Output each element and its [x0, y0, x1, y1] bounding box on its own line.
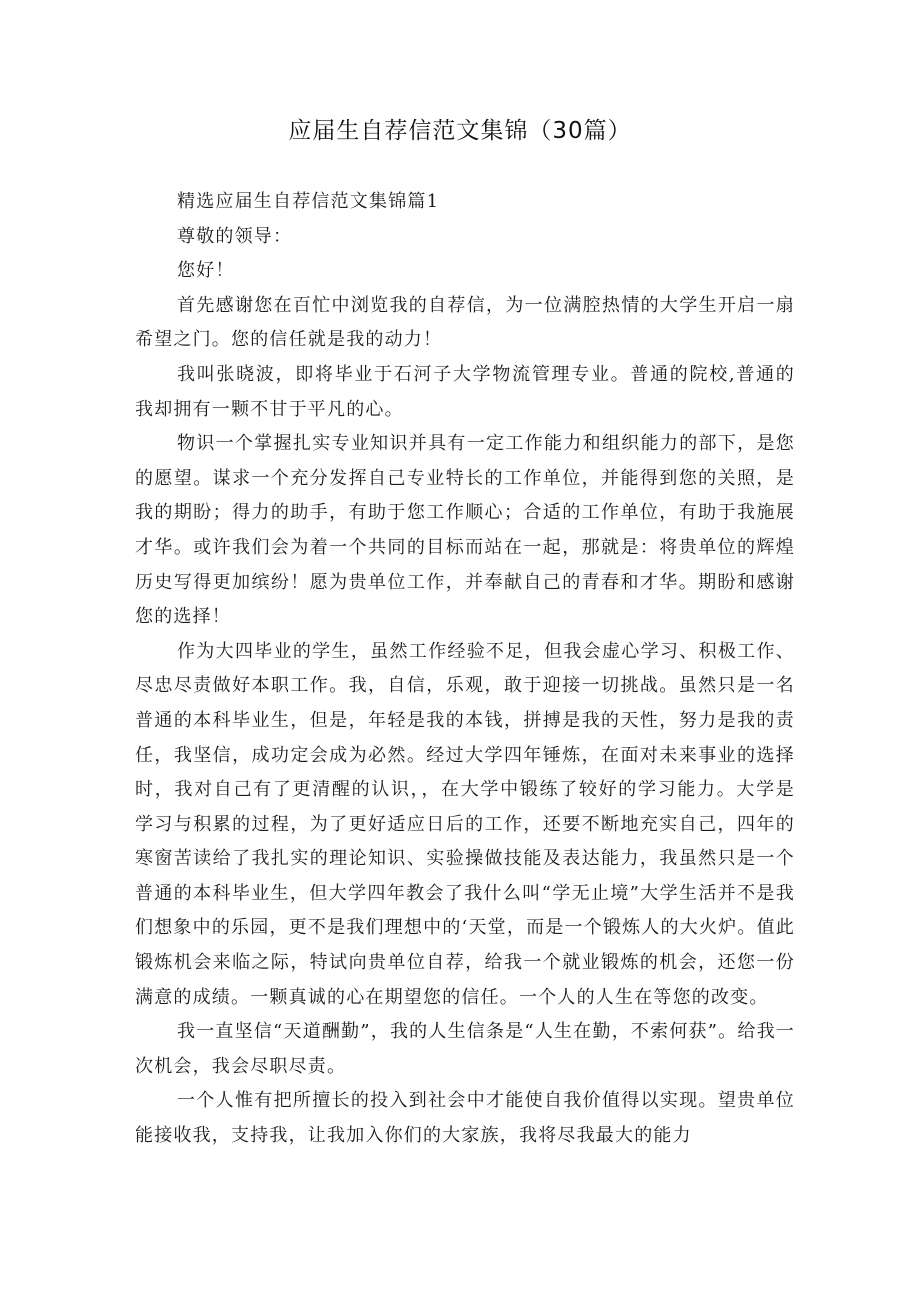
body-paragraph: 物识一个掌握扎实专业知识并具有一定工作能力和组织能力的部下，是您的愿望。谋求一个充分发挥自己专业特长的工作单位，并能得到您的关照，是我的期盼；得力的助手，有助于您工作顺心；合适的工作单位，有助于我施展才华。或许我们会为着一个共同的目标而站在一起，那就是：将贵单位的辉煌历史写得更加缤纷！愿为贵单位工作，并奉献自己的青春和才华。期盼和感谢您的选择！ — [135, 433, 795, 628]
section-heading: 精选应届生自荐信范文集锦篇1 — [177, 191, 440, 212]
document-body — [135, 185, 795, 1154]
body-paragraph: 一个人惟有把所擅长的投入到社会中才能使自我价值得以实现。望贵单位能接收我，支持我，让我加入你们的大家族，我将尽我最大的能力 — [135, 1090, 795, 1147]
greeting: 您好！ — [177, 260, 235, 282]
body-paragraph: 我一直坚信“天道酬勤”，我的人生信条是“人生在勤，不索何获”。给我一次机会，我会尽职尽责。 — [135, 1021, 795, 1077]
body-paragraph: 作为大四毕业的学生，虽然工作经验不足，但我会虚心学习、积极工作、尽忠尽责做好本职工作。我，自信，乐观，敢于迎接一切挑战。虽然只是一名普通的本科毕业生，但是，年轻是我的本钱，拼搏是我的天性，努力是我的责任，我坚信，成功定会成为必然。经过大学四年锤炼，在面对未来事业的选择时，我对自己有了更清醒的认识，，在大学中锻练了较好的学习能力。大学是学习与积累的过程，为了更好适应日后的工作，还要不断地充实自己，四年的寒窗苦读给了我扎实的理论知识、实验操做技能及表达能力，我虽然只是一个普通的本科毕业生，但大学四年教会了我什么叫“学无止境”大学生活并不是我们想象中的乐园，更不是我们理想中的‘天堂，而是一个锻炼人的大火炉。值此锻炼机会来临之际，特试向贵单位自荐，给我一个就业锻炼的机会，还您一份满意的成绩。一颗真诚的心在期望您的信任。一个人的人生在等您的改变。 — [135, 640, 795, 1008]
salutation: 尊敬的领导： — [177, 225, 293, 247]
body-paragraph: 首先感谢您在百忙中浏览我的自荐信，为一位满腔热情的大学生开启一扇希望之门。您的信任就是我的动力！ — [135, 294, 795, 351]
body-paragraph: 我叫张晓波，即将毕业于石河子大学物流管理专业。普通的院校,普通的我却拥有一颗不甘于平凡的心。 — [135, 363, 795, 420]
document-title: 应届生自荐信范文集锦（30篇） — [288, 118, 632, 144]
